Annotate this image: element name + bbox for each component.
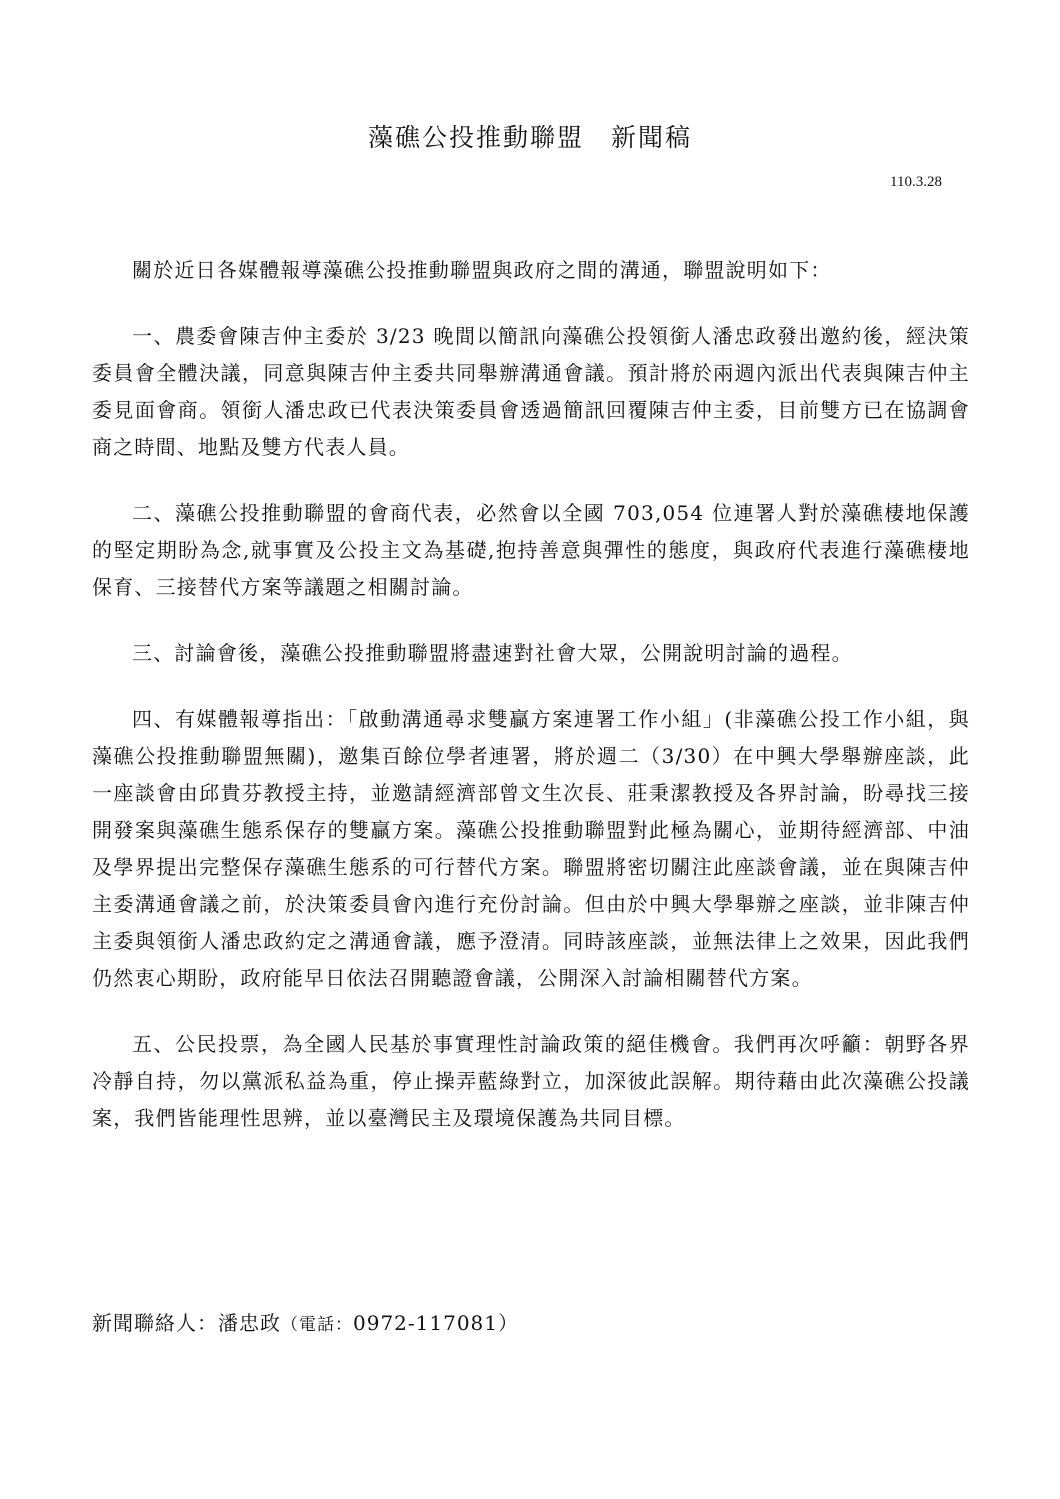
document-body — [92, 252, 970, 1137]
paragraph-item-4: 四、有媒體報導指出：「啟動溝通尋求雙贏方案連署工作小組」(非藻礁公投工作小組，與藻礁公投推動聯盟無關)，邀集百餘位學者連署，將於週二（3/30）在中興大學舉辦座談，此一座談會由邱貴芬教授主持，並邀請經濟部曾文生次長、莊秉潔教授及各界討論，盼尋找三接開發案與藻礁生態系保存的雙贏方案。藻礁公投推動聯盟對此極為關心，並期待經濟部、中油及學界提出完整保存藻礁生態系的可行替代方案。聯盟將密切關注此座談會議，並在與陳吉仲主委溝通會議之前，於決策委員會內進行充份討論。但由於中興大學舉辦之座談，並非陳吉仲主委與領銜人潘忠政約定之溝通會議，應予澄清。同時該座談，並無法律上之效果，因此我們仍然衷心期盼，政府能早日依法召開聽證會議，公開深入討論相關替代方案。 — [92, 707, 970, 990]
contact-phone-suffix: ） — [498, 1311, 520, 1335]
paragraph-item-2: 二、藻礁公投推動聯盟的會商代表，必然會以全國 703,054 位連署人對於藻礁棲地保護的堅定期盼為念,就事實及公投主文為基礎,抱持善意與彈性的態度，與政府代表進行藻礁棲地保育、三接替代方案等議題之相關討論。 — [92, 501, 970, 599]
paragraph-item-3: 三、討論會後，藻礁公投推動聯盟將盡速對社會大眾，公開說明討論的過程。 — [132, 641, 853, 665]
intro-paragraph: 關於近日各媒體報導藻礁公投推動聯盟與政府之間的溝通，聯盟說明如下： — [132, 258, 832, 282]
contact-phone-number: 0972-117081 — [353, 1311, 499, 1335]
document-title: 藻礁公投推動聯盟 新聞稿 — [367, 123, 692, 152]
paragraph-item-1: 一、農委會陳吉仲主委於 3/23 晚間以簡訊向藻礁公投領銜人潘忠政發出邀約後，經決策委員會全體決議，同意與陳吉仲主委共同舉辦溝通會議。預計將於兩週內派出代表與陳吉仲主委見面會商。領銜人潘忠政已代表決策委員會透過簡訊回覆陳吉仲主委，目前雙方已在協調會商之時間、地點及雙方代表人員。 — [92, 324, 970, 459]
press-contact — [92, 1308, 519, 1340]
paragraph-item-5: 五、公民投票，為全國人民基於事實理性討論政策的絕佳機會。我們再次呼籲：朝野各界冷靜自持，勿以黨派私益為重，停止操弄藍綠對立，加深彼此誤解。期待藉由此次藻礁公投議案，我們皆能理性思辨，並以臺灣民主及環境保護為共同目標。 — [92, 1032, 970, 1130]
contact-label: 新聞聯絡人：潘忠政 — [92, 1311, 281, 1335]
document-date: 110.3.28 — [890, 174, 942, 190]
contact-phone-prefix: （電話： — [281, 1315, 353, 1335]
